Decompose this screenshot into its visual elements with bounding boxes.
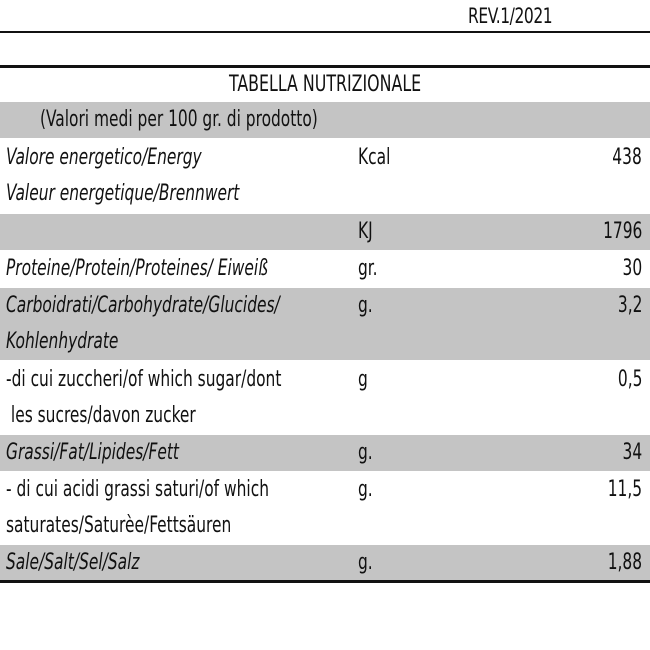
row-unit: Kcal	[358, 145, 391, 170]
row-value: 34	[622, 440, 642, 465]
row-unit: g.	[358, 477, 373, 502]
row-label: Carboidrati/Carbohydrate/Glucides/	[6, 293, 280, 318]
row-unit: g.	[358, 440, 373, 465]
table-bottom-border	[0, 580, 650, 583]
row-unit: gr.	[358, 256, 378, 281]
row-label: -di cui zuccheri/of which sugar/dont	[6, 367, 282, 392]
row-value: 11,5	[607, 477, 642, 502]
table-row-energy-kj	[0, 214, 650, 250]
row-label-continued: Kohlenhydrate	[6, 329, 119, 354]
row-value: 1,88	[607, 550, 642, 575]
row-label: - di cui acidi grassi saturi/of which	[6, 477, 269, 502]
row-label-continued: les sucres/davon zucker	[6, 403, 196, 428]
table-row-salt	[0, 545, 650, 580]
table-row-carbohydrate	[0, 288, 650, 360]
row-label: Sale/Salt/Sel/Salz	[6, 550, 140, 575]
header-divider	[0, 31, 650, 33]
table-row-sugars	[0, 362, 650, 434]
row-label-continued: Valeur energetique/Brennwert	[6, 181, 240, 206]
row-value: 1796	[602, 219, 642, 244]
row-label-continued: saturates/Saturèe/Fettsäuren	[6, 513, 232, 538]
row-value: 3,2	[617, 293, 642, 318]
table-row-fat	[0, 435, 650, 471]
row-unit: g.	[358, 293, 373, 318]
row-value: 438	[612, 145, 642, 170]
row-label: Grassi/Fat/Lipides/Fett	[6, 440, 179, 465]
row-unit: g	[358, 367, 368, 392]
table-row-protein	[0, 251, 650, 287]
row-value: 30	[622, 256, 642, 281]
table-row-energy-kcal	[0, 140, 650, 212]
row-unit: g.	[358, 550, 373, 575]
table-title-text: TABELLA NUTRIZIONALE	[228, 72, 422, 97]
table-row-saturates	[0, 472, 650, 544]
row-unit: KJ	[358, 219, 373, 244]
row-label: Proteine/Protein/Proteines/ Eiweiß	[6, 256, 268, 281]
subtitle-row	[0, 102, 650, 138]
row-value: 0,5	[617, 367, 642, 392]
row-label: Valore energetico/Energy	[6, 145, 202, 170]
revision-label: REV.1/2021	[468, 4, 553, 28]
table-title	[0, 68, 650, 102]
table-subtitle: (Valori medi per 100 gr. di prodotto)	[40, 107, 318, 132]
